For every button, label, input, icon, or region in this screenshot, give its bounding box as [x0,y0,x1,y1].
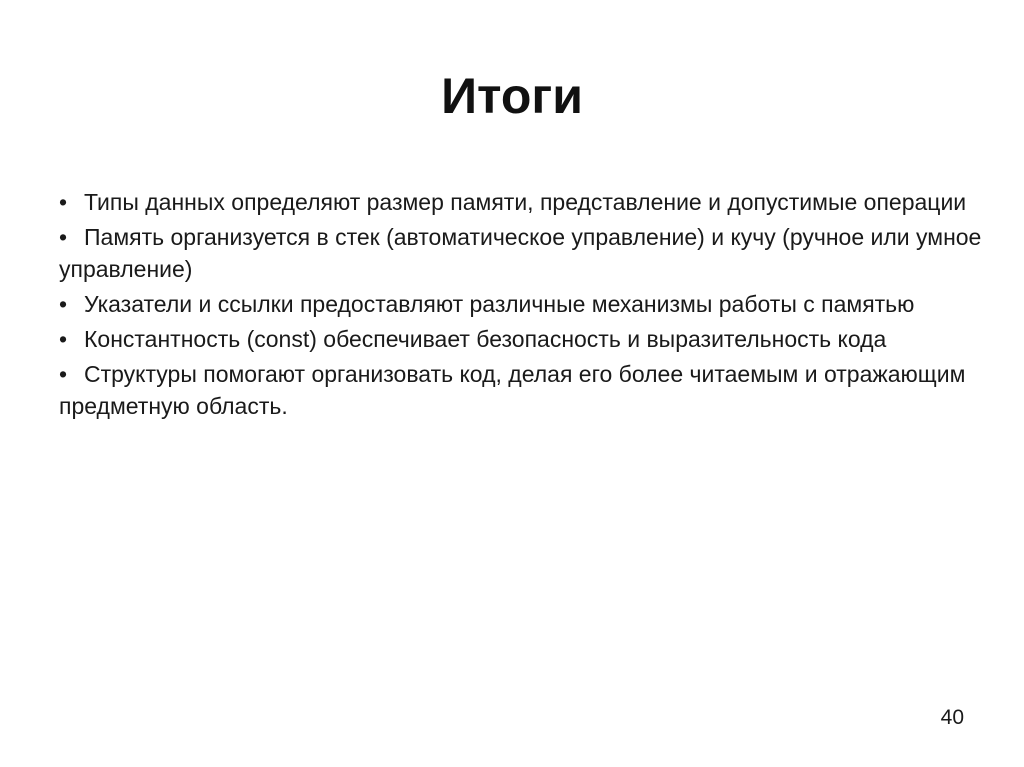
bullet-list [59,186,989,425]
bullet-item [59,186,989,218]
bullet-text: Структуры помогают организовать код, делая его более читаемым и отражающим предметную область. [59,361,966,419]
bullet-item [59,358,989,422]
bullet-item [59,221,989,285]
bullet-icon: • [59,326,68,352]
bullet-icon: • [59,189,68,215]
bullet-item [59,288,989,320]
page-number: 40 [940,706,964,729]
bullet-text: Память организуется в стек (автоматическое управление) и кучу (ручное или умное управление) [59,224,982,282]
bullet-icon: • [59,224,68,250]
bullet-text: Типы данных определяют размер памяти, представление и допустимые операции [84,189,967,215]
bullet-icon: • [59,291,68,317]
bullet-text: Константность (const) обеспечивает безопасность и выразительность кода [84,326,887,352]
bullet-text: Указатели и ссылки предоставляют различные механизмы работы с памятью [84,291,915,317]
bullet-icon: • [59,361,68,387]
slide-title: Итоги [441,68,583,124]
bullet-item [59,323,989,355]
